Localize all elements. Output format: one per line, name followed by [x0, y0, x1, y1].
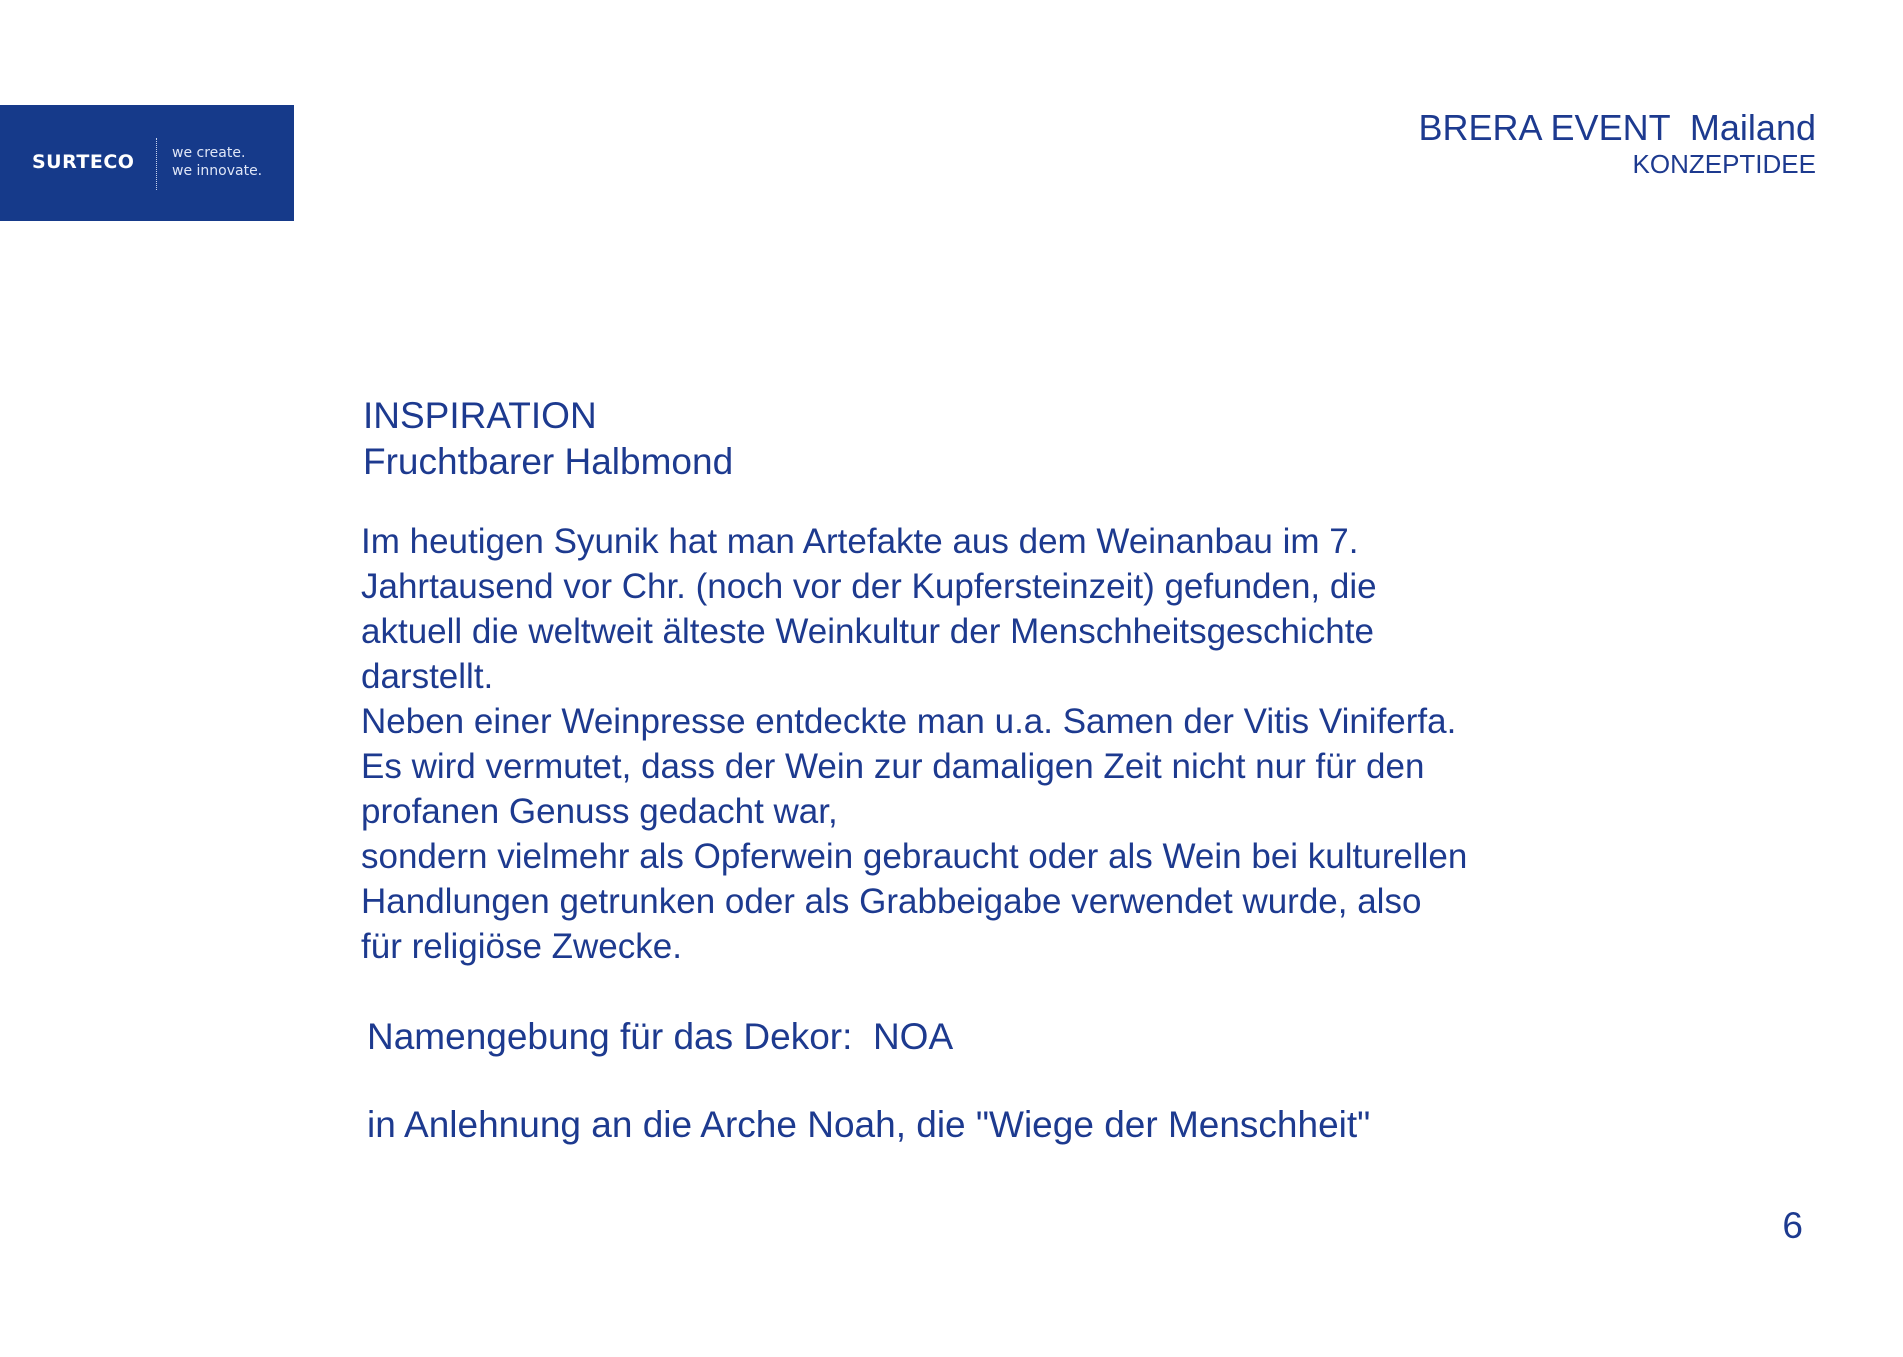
- body-line: Neben einer Weinpresse entdeckte man u.a. Samen der Vitis Viniferfa.: [361, 702, 1457, 741]
- page-number: 6: [1782, 1205, 1803, 1246]
- logo-divider: [156, 138, 157, 190]
- section-heading: [363, 393, 733, 485]
- body-line: darstellt.: [361, 657, 494, 696]
- body-line: sondern vielmehr als Opferwein gebraucht oder als Wein bei kulturellen: [361, 837, 1468, 876]
- logo-tagline: [172, 144, 262, 180]
- logo-tagline-line-1: we create.: [172, 145, 246, 161]
- logo-wordmark: SURTECO: [32, 151, 135, 173]
- body-line: Im heutigen Syunik hat man Artefakte aus dem Weinanbau im 7.: [361, 522, 1359, 561]
- slide-header: [1419, 107, 1817, 179]
- logo-tagline-line-2: we innovate.: [172, 163, 263, 179]
- section-subtitle: Fruchtbarer Halbmond: [363, 441, 734, 482]
- body-line: Jahrtausend vor Chr. (noch vor der Kupfersteinzeit) gefunden, die: [361, 567, 1377, 606]
- naming-reference: in Anlehnung an die Arche Noah, die "Wiege der Menschheit": [367, 1104, 1371, 1145]
- body-line: Es wird vermutet, dass der Wein zur damaligen Zeit nicht nur für den: [361, 747, 1425, 786]
- body-paragraph: [361, 519, 1611, 969]
- body-line: für religiöse Zwecke.: [361, 927, 682, 966]
- body-line: profanen Genuss gedacht war,: [361, 792, 838, 831]
- decor-naming: Namengebung für das Dekor: NOA: [367, 1016, 954, 1057]
- body-line: aktuell die weltweit älteste Weinkultur der Menschheitsgeschichte: [361, 612, 1374, 651]
- surteco-logo: [0, 105, 294, 221]
- section-title: INSPIRATION: [363, 395, 597, 436]
- header-title: BRERA EVENT Mailand: [1418, 107, 1816, 148]
- header-subtitle: KONZEPTIDEE: [1632, 149, 1816, 179]
- body-line: Handlungen getrunken oder als Grabbeigabe verwendet wurde, also: [361, 882, 1422, 921]
